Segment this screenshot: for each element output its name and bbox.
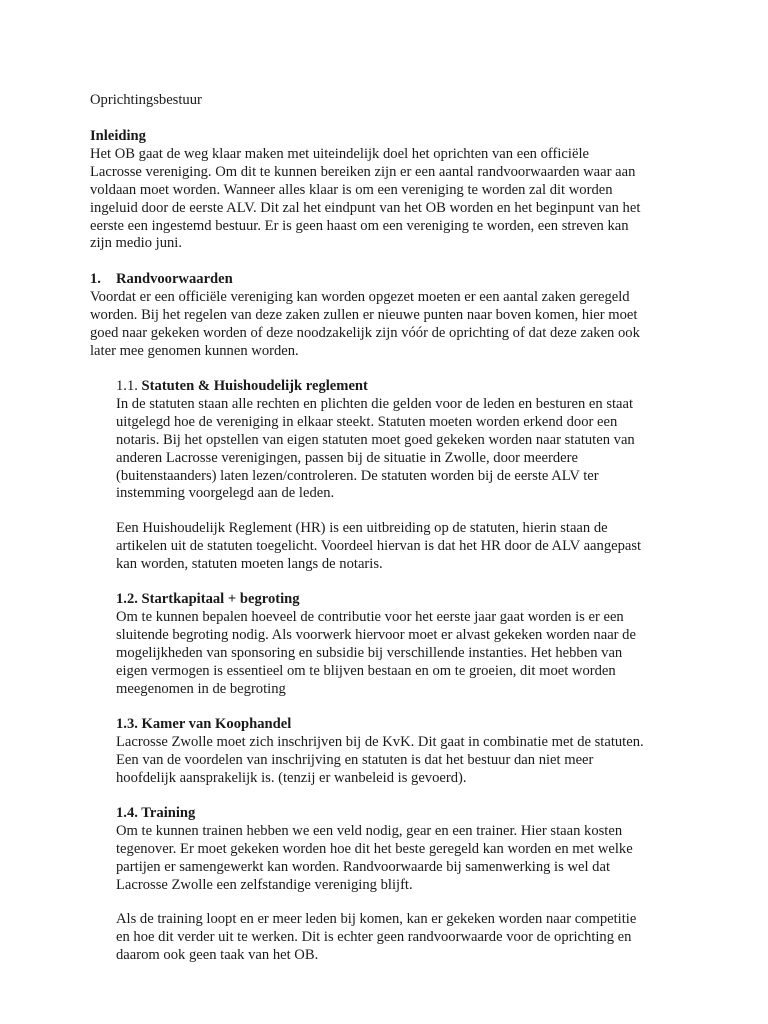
text-line: Als de training loopt en er meer leden bij komen, kan er gekeken worden naar competitie [116,911,637,927]
text-line: In de statuten staan alle rechten en plichten die gelden voor de leden en besturen en staat [116,395,634,412]
paragraph-huishoudelijk-reglement [116,520,686,574]
section-heading: 1.2. Startkapitaal + begroting [116,591,300,607]
text-line: daarom ook geen taak van het OB. [116,946,319,963]
text-line: goed naar gekeken worden of deze noodzakelijk zijn vóór de oprichting of dat deze zaken ook [90,324,640,341]
text-line: en hoe dit verder uit te werken. Dit is echter geen randvoorwaarde voor de oprichting en [116,928,632,945]
text-line: sluitende begroting nodig. Als voorwerk hiervoor moet er alvast gekeken worden naar de [116,626,636,643]
text-line: Voordat er een officiële vereniging kan worden opgezet moeten er een aantal zaken geregeld [90,288,630,305]
section-heading [90,271,690,289]
section-randvoorwaarden [90,271,690,361]
text-line: ingeluid door de eerste ALV. Dit zal het eindpunt van het OB worden en het beginpunt van het [90,199,641,216]
section-kamer-van-koophandel [116,716,686,788]
text-line: voldaan moet worden. Wanneer alles klaar is om een vereniging te worden zal dit worden [90,181,613,198]
section-heading: 1.4. Training [116,805,196,821]
text-line: worden. Bij het regelen van deze zaken zullen er nieuwe punten naar boven komen, hier moet [90,306,638,323]
text-line: Lacrosse Zwolle moet zich inschrijven bij de KvK. Dit gaat in combinatie met de statuten. [116,733,644,750]
section-inleiding [90,128,690,253]
text-line: kan worden, statuten moeten langs de notaris. [116,555,383,572]
text-line: Een van de voordelen van inschrijving en statuten is dat het bestuur dan niet meer [116,751,594,768]
section-statuten [116,378,686,503]
section-training [116,805,686,895]
text-line: (buitenstaanders) laten lezen/controleren. De statuten worden bij de eerste ALV ter [116,467,599,484]
section-startkapitaal [116,591,686,698]
document-title: Oprichtingsbestuur [90,92,202,108]
paragraph-competitie [116,911,686,965]
section-heading-text: Statuten & Huishoudelijk reglement [141,378,368,394]
section-number: 1. [90,271,101,287]
text-line: eerste een ingestemd bestuur. Er is geen haast om een vereniging te worden, een streven kan [90,217,629,234]
text-line: instemming voorgelegd aan de leden. [116,485,335,502]
text-line: zijn medio juni. [90,235,183,252]
text-line: meegenomen in de begroting [116,680,286,697]
section-heading [116,378,686,396]
text-line: anderen Lacrosse verenigingen, passen bij de situatie in Zwolle, door meerdere [116,449,578,466]
text-line: Lacrosse Zwolle een zelfstandige vereniging blijft. [116,876,413,893]
section-number: 1.1. [116,378,138,394]
text-line: Om te kunnen trainen hebben we een veld nodig, gear en een trainer. Hier staan kosten [116,822,623,839]
text-line: eigen vermogen is essentieel om te blijven bestaan en om te groeien, dit moet worden [116,662,616,679]
text-line: tegenover. Er moet gekeken worden hoe dit het beste geregeld kan worden en met welke [116,840,633,857]
text-line: Een Huishoudelijk Reglement (HR) is een uitbreiding op de statuten, hierin staan de [116,520,608,536]
text-line: notaris. Bij het opstellen van eigen statuten moet goed gekeken worden naar statuten van [116,431,635,448]
text-line: later mee genomen kunnen worden. [90,342,299,359]
text-line: Het OB gaat de weg klaar maken met uiteindelijk doel het oprichten van een officiële [90,145,589,162]
text-line: partijen er samengewerkt kan worden. Randvoorwaarde bij samenwerking is wel dat [116,858,610,875]
section-heading: 1.3. Kamer van Koophandel [116,716,292,732]
text-line: mogelijkheden van sponsoring en subsidie bij verschillende instanties. Het hebben van [116,644,623,661]
section-heading-text: Randvoorwaarden [116,271,233,287]
text-line: Om te kunnen bepalen hoeveel de contributie voor het eerste jaar gaat worden is er een [116,608,624,625]
text-line: Lacrosse vereniging. Om dit te kunnen bereiken zijn er een aantal randvoorwaarden waar aan [90,163,636,180]
section-heading: Inleiding [90,128,146,144]
text-line: hoofdelijk aansprakelijk is. (tenzij er wanbeleid is gevoerd). [116,769,467,786]
text-line: artikelen uit de statuten toegelicht. Voordeel hiervan is dat het HR door de ALV aangepast [116,537,642,554]
text-line: uitgelegd hoe de vereniging in elkaar steekt. Statuten moeten worden erkend door een [116,413,618,430]
